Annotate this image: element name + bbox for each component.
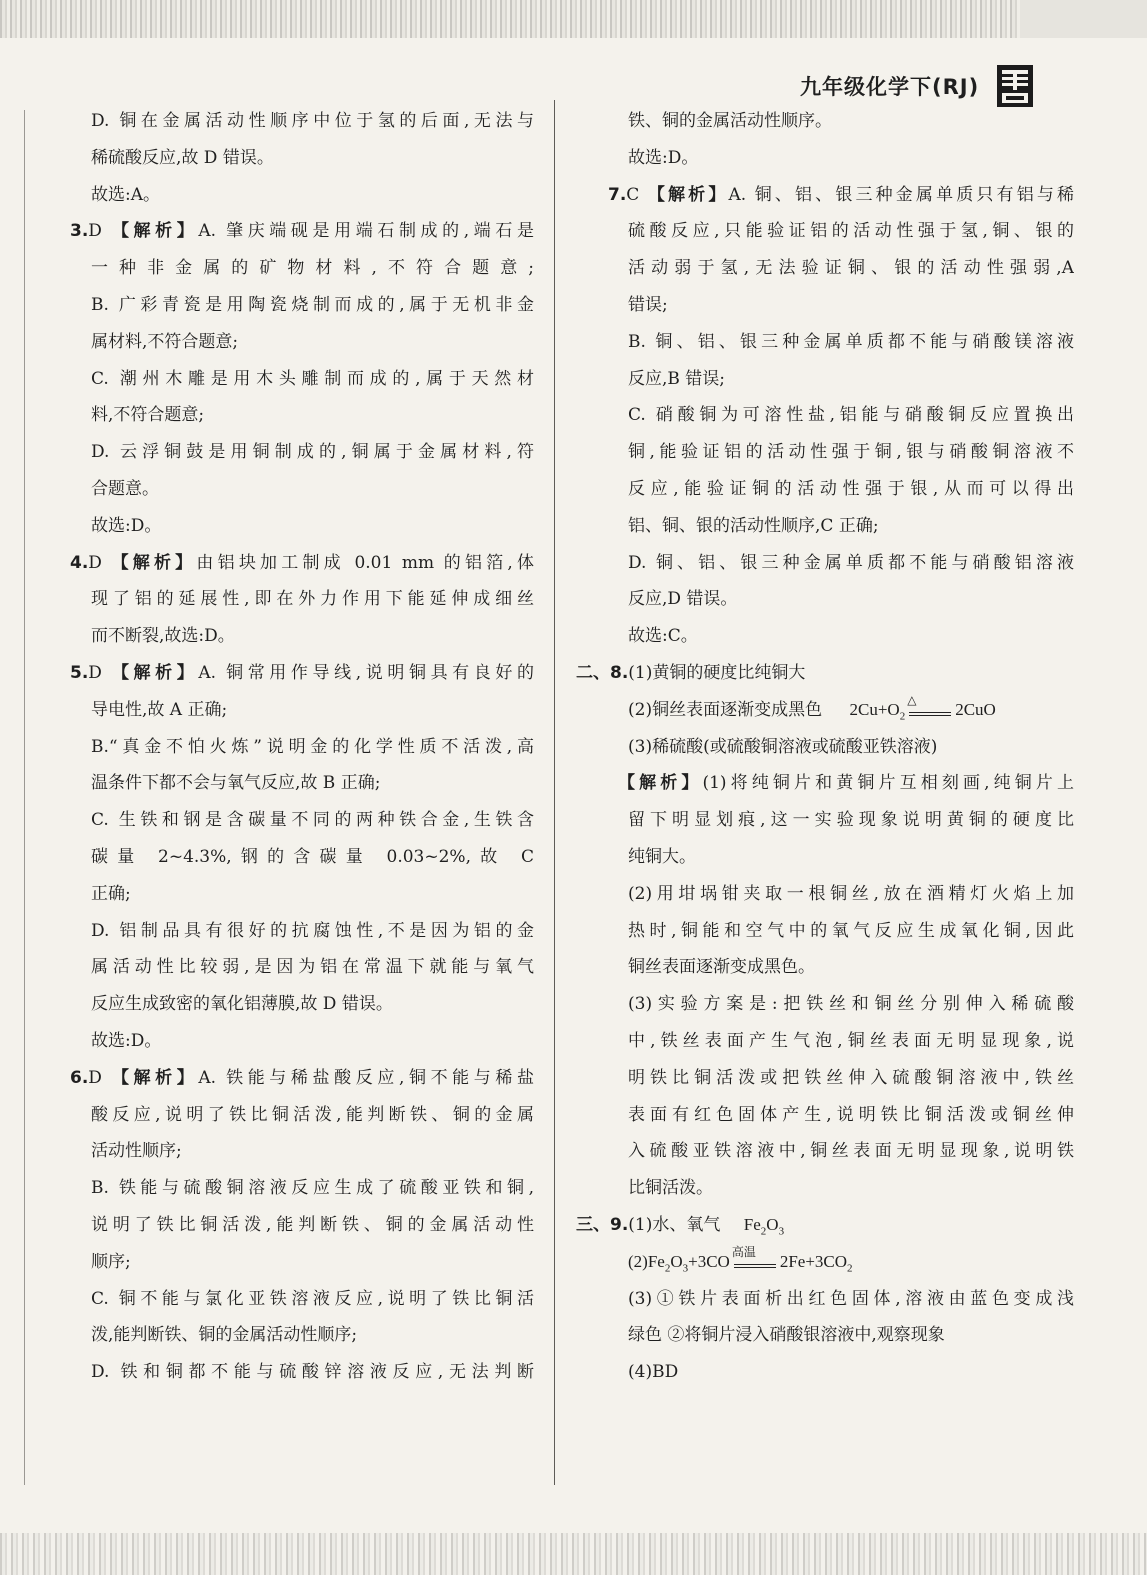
text-line: 反应,D 错误。 — [628, 589, 738, 610]
equation-iron-smelting: $(2)Fe_2O_3+3CO$ 高温 $2Fe+3CO_2$ — [628, 1244, 853, 1275]
equation-copper-oxidation: $2Cu+O_2$ △ 2CuO — [849, 692, 996, 723]
text-line: 属材料,不符合题意; — [91, 331, 239, 352]
question-6: 6.D 【解析】A. 铁能与稀盐酸反应,铜不能与稀盐 — [70, 1067, 534, 1088]
text-line: 导电性,故 A 正确; — [91, 699, 228, 720]
text-line: 说明了铁比铜活泼,能判断铁、铜的金属活动性 — [91, 1214, 534, 1235]
text-line: D. 铜、铝、银三种金属单质都不能与硝酸铝溶液 — [628, 552, 1074, 573]
text-line: 反应,B 错误; — [628, 368, 726, 389]
formula-fe2o3: $Fe_2O_3$ — [743, 1214, 785, 1238]
column-divider — [554, 100, 555, 1485]
text-line: 一种非金属的矿物材料,不符合题意; — [91, 258, 534, 279]
text-line: D. 铁和铜都不能与硫酸锌溶液反应,无法判断 — [91, 1362, 534, 1383]
text-line: 温条件下都不会与氧气反应,故 B 正确; — [91, 773, 381, 794]
text-line: 属活动性比较弱,是因为铝在常温下就能与氧气 — [91, 957, 534, 978]
text-line: B.“真金不怕火炼”说明金的化学性质不活泼,高 — [91, 736, 534, 757]
text-line: 铜丝表面逐渐变成黑色。 — [628, 957, 815, 978]
text-line: 入硫酸亚铁溶液中,铜丝表面无明显现象,说明铁 — [628, 1141, 1074, 1162]
text-line: 铜,能验证铝的活动性强于铜,银与硝酸铜溶液不 — [628, 442, 1074, 463]
text-line: 泼,能判断铁、铜的金属活动性顺序; — [91, 1325, 358, 1346]
question-4: 4.D 【解析】由铝块加工制成 0.01 mm 的铝箔,体 — [70, 552, 534, 573]
left-column — [38, 103, 534, 1391]
text-line: C. 铜不能与氯化亚铁溶液反应,说明了铁比铜活 — [91, 1288, 534, 1309]
scan-corner — [1020, 0, 1147, 38]
text-line: 表面有红色固体产生,说明铁比铜活泼或铜丝伸 — [628, 1104, 1074, 1125]
text-line: B. 铁能与硫酸铜溶液反应生成了硫酸亚铁和铜, — [91, 1178, 534, 1199]
text-line: 反应,能验证铜的活动性强于银,从而可以得出 — [628, 478, 1074, 499]
text-line: B. 铜、铝、银三种金属单质都不能与硝酸镁溶液 — [628, 331, 1074, 352]
text-line: 留下明显划痕,这一实验现象说明黄铜的硬度比 — [628, 810, 1074, 831]
text-line: 而不断裂,故选:D。 — [91, 626, 235, 647]
text-line: 绿色 ②将铜片浸入硝酸银溶液中,观察现象 — [628, 1325, 945, 1346]
text-line: 现了铝的延展性,即在外力作用下能延伸成细丝 — [91, 589, 534, 610]
text-line: 反应生成致密的氧化铝薄膜,故 D 错误。 — [91, 994, 393, 1015]
answer-8-2: (2)铜丝表面逐渐变成黑色 $2Cu+O_2$ △ 2CuO — [628, 692, 996, 723]
text-line: 故选:C。 — [628, 626, 698, 647]
text-line: 活动性顺序; — [91, 1141, 182, 1162]
text-line: 正确; — [91, 883, 131, 904]
text-line: 硫酸反应,只能验证铝的活动性强于氢,铜、银的 — [628, 221, 1074, 242]
text-line: 活动弱于氢,无法验证铜、银的活动性强弱,A — [628, 258, 1074, 279]
text-line: 故选:D。 — [628, 147, 699, 168]
analysis-8: 【解析】(1)将纯铜片和黄铜片互相刻画,纯铜片上 — [618, 773, 1074, 794]
text-line: 铁、铜的金属活动性顺序。 — [628, 111, 832, 131]
text-line: 热时,铜能和空气中的氧气反应生成氧化铜,因此 — [628, 920, 1074, 941]
text-line: 比铜活泼。 — [628, 1178, 713, 1199]
text-line: 稀硫酸反应,故 D 错误。 — [91, 147, 274, 168]
text-line: (3)实验方案是:把铁丝和铜丝分别伸入稀硫酸 — [628, 994, 1074, 1015]
text-line: 碳量 2~4.3%,钢的含碳量 0.03~2%,故 C — [91, 846, 534, 867]
question-8: 二、8.(1)黄铜的硬度比纯铜大 — [576, 662, 806, 683]
question-9: 三、9.(1)水、氧气 $Fe_2O_3$ — [576, 1214, 785, 1238]
text-line: 铝、铜、银的活动性顺序,C 正确; — [628, 515, 879, 536]
text-line: 料,不符合题意; — [91, 405, 205, 426]
text-line: D. 铝制品具有很好的抗腐蚀性,不是因为铝的金 — [91, 920, 534, 941]
text-line: D. 铜在金属活动性顺序中位于氢的后面,无法与 — [91, 111, 534, 131]
text-line: 合题意。 — [91, 478, 159, 499]
text-line: B. 广彩青瓷是用陶瓷烧制而成的,属于无机非金 — [91, 294, 534, 315]
text-line: 故选:D。 — [91, 515, 162, 536]
question-3: 3.D 【解析】A. 肇庆端砚是用端石制成的,端石是 — [70, 221, 534, 242]
text-line: 明铁比铜活泼或把铁丝伸入硫酸铜溶液中,铁丝 — [628, 1067, 1074, 1088]
text-line: (4)BD — [628, 1362, 679, 1383]
text-line: 酸反应,说明了铁比铜活泼,能判断铁、铜的金属 — [91, 1104, 534, 1125]
scan-edge-bottom — [0, 1533, 1147, 1575]
text-line: 纯铜大。 — [628, 846, 696, 867]
text-line: C. 生铁和钢是含碳量不同的两种铁合金,生铁含 — [91, 810, 534, 831]
page-title: 九年级化学下(RJ) — [800, 75, 980, 99]
text-line: (2)用坩埚钳夹取一根铜丝,放在酒精灯火焰上加 — [628, 883, 1074, 904]
text-line: 故选:A。 — [91, 184, 161, 205]
question-5: 5.D 【解析】A. 铜常用作导线,说明铜具有良好的 — [70, 662, 534, 683]
text-line: 故选:D。 — [91, 1030, 162, 1051]
text-line: 中,铁丝表面产生气泡,铜丝表面无明显现象,说 — [628, 1030, 1074, 1051]
question-7: 7.C 【解析】A. 铜、铝、银三种金属单质只有铝与稀 — [608, 184, 1074, 205]
text-line: D. 云浮铜鼓是用铜制成的,铜属于金属材料,符 — [91, 442, 534, 463]
text-line: 顺序; — [91, 1251, 131, 1272]
text-line: C. 潮州木雕是用木头雕制而成的,属于天然材 — [91, 368, 534, 389]
text-line: C. 硝酸铜为可溶性盐,铝能与硝酸铜反应置换出 — [628, 405, 1074, 426]
scan-edge-top — [0, 0, 1147, 38]
text-line: (3)稀硫酸(或硫酸铜溶液或硫酸亚铁溶液) — [628, 736, 938, 757]
margin-rule — [24, 110, 25, 1485]
text-line: (3)①铁片表面析出红色固体,溶液由蓝色变成浅 — [628, 1288, 1074, 1309]
text-line: 错误; — [628, 294, 668, 315]
right-column — [578, 103, 1074, 1391]
